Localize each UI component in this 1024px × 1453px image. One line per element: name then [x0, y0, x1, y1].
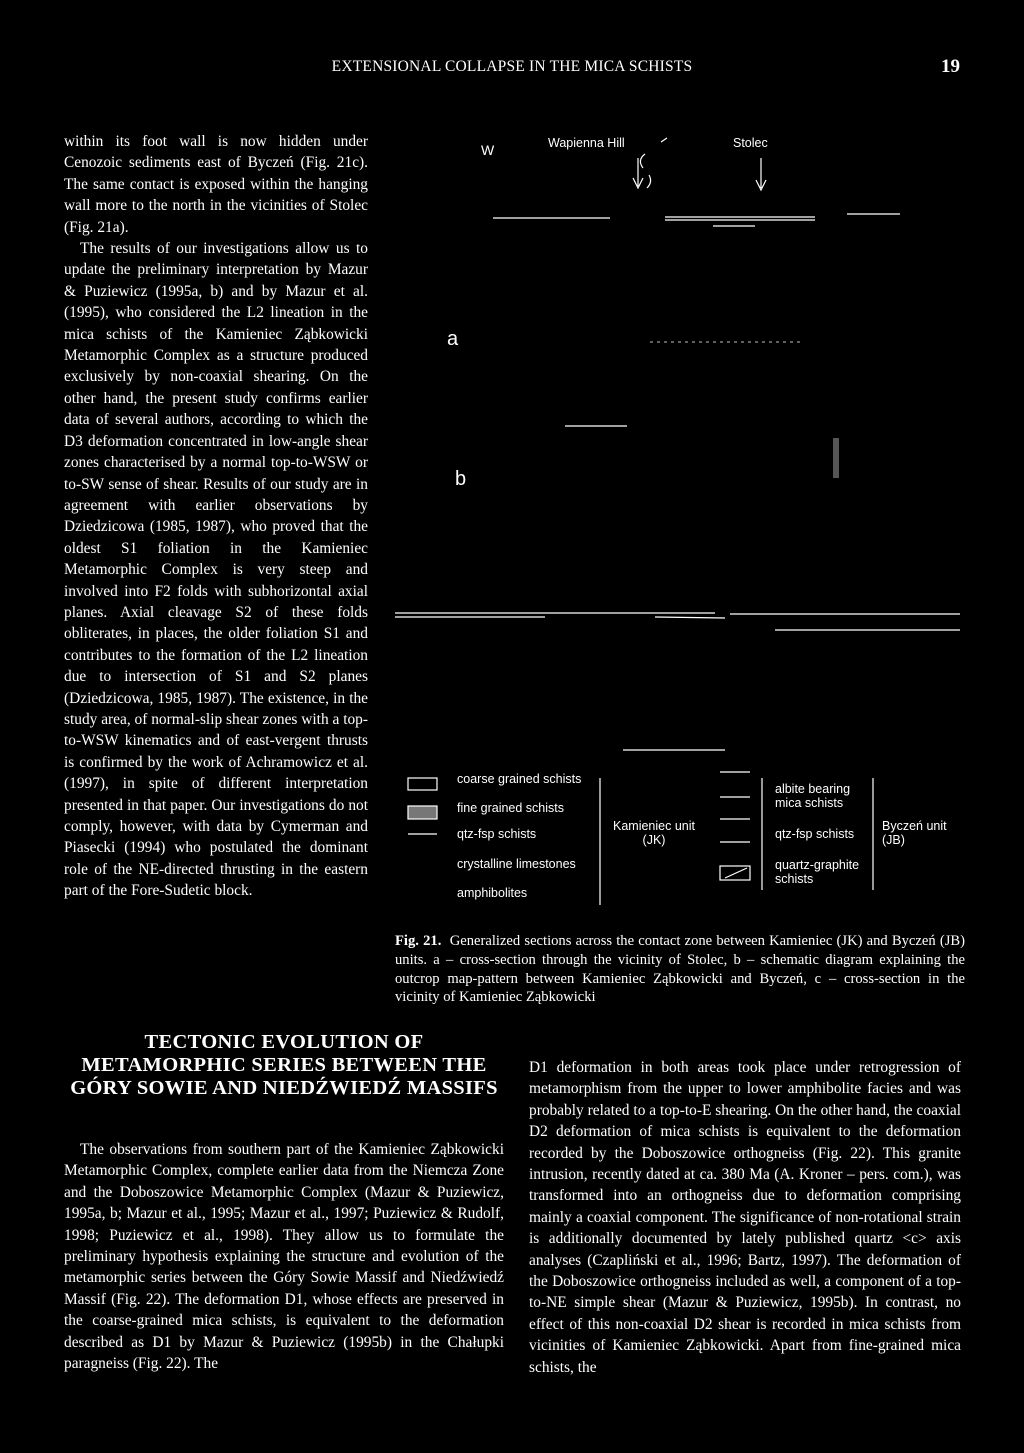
- running-title: EXTENSIONAL COLLAPSE IN THE MICA SCHISTS: [331, 58, 693, 75]
- left-paragraph-1: within its foot wall is now hidden under Cenozoic sediments east of Byczeń (Fig. 21c). The same contact is exposed within the hanging wall more to the north in the vicinities of Stolec (Fig. 21a).: [64, 133, 368, 236]
- bottom-right-paragraph: D1 deformation in both areas took place under retrogression of metamorphism from the upper to lower amphibolite facies and was probably related to a top-to-E shearing. On the other hand, the coaxial D2 deformation of mica schists is equivalent to the deformation recorded by the Doboszowice orthogneiss (Fig. 22). This granite intrusion, recently dated at ca. 380 Ma (A. Kroner – pers. com.), was transformed into an orthogneiss due to deformation comprising mainly a coaxial component. The significance of non-rotational strain is additionally documented by lately published quartz <c> axis analyses (Czapliński et al., 1996; Bartz, 1997). The deformation of the Doboszowice orthogneiss included as well, a component of a top-to-NE simple shear (Mazur & Puziewicz, 1995b). In contrast, no effect of this non-coaxial D2 shear is recorded in mica schists from vicinities of Kamieniec Ząbkowicki. Apart from fine-grained mica schists, the: [529, 1059, 961, 1376]
- section-heading: TECTONIC EVOLUTION OF METAMORPHIC SERIES BETWEEN THE GÓRY SOWIE AND NIEDŹWIEDŹ MASSIFS: [70, 1031, 498, 1099]
- bottom-left-paragraph: The observations from southern part of the Kamieniec Ząbkowicki Metamorphic Complex, complete earlier data from the Niemcza Zone and the Doboszowice Metamorphic Complex (Mazur & Puziewicz, 1995a, b; Mazur et al., 1995; Mazur et al., 1997; Puziewicz & Rudolf, 1998; Puziewicz et al., 1998). They allow us to formulate the preliminary hypothesis explaining the structure and evolution of the metamorphic series between the Góry Sowie Massif and Niedźwiedź Massif (Fig. 22). The deformation D1, whose effects are preserved in the coarse-grained mica schists, is equivalent to the deformation described as D1 by Mazur & Puziewicz (1995b) in the Chałupki paragneiss (Fig. 22). The: [64, 1141, 504, 1373]
- caption-text: Generalized sections across the contact zone between Kamieniec (JK) and Byczeń (JB) units. a – cross-section through the vicinity of Stolec, b – schematic diagram explaining the outcrop map-pattern between Kamieniec Ząbkowicki and Byczeń, c – cross-section in the vicinity of Kamieniec Ząbkowicki: [395, 933, 965, 1006]
- left-column: [64, 131, 368, 902]
- label-wapienna-hill: Wapienna Hill: [548, 136, 625, 150]
- legend-fine: fine grained schists: [457, 801, 565, 815]
- figure-caption: [395, 932, 965, 1007]
- figure-21: [395, 130, 965, 930]
- panel-label-a: a: [447, 328, 459, 350]
- label-stolec: Stolec: [733, 136, 768, 150]
- legend-qtz-fsp-jk: qtz-fsp schists: [457, 827, 537, 841]
- legend-limestones: crystalline limestones: [457, 857, 576, 871]
- page-header: [0, 58, 1024, 82]
- panel-label-b: b: [455, 468, 467, 490]
- legend-quartz-graphite: quartz-graphite schists: [775, 858, 860, 886]
- bottom-right-column: [529, 1057, 961, 1378]
- page-number: 19: [941, 56, 960, 77]
- bottom-left-column: [64, 1139, 504, 1374]
- legend-coarse: coarse grained schists: [457, 772, 582, 786]
- stolec-arrow: [756, 158, 766, 190]
- legend-qtz-fsp-jb: qtz-fsp schists: [775, 827, 855, 841]
- left-paragraph-2: The results of our investigations allow us to update the preliminary interpretation by Mazur & Puziewicz (1995a, b) and by Mazur et al. (1995), who considered the L2 lineation in the mica schists of the Kamieniec Ząbkowicki Metamorphic Complex as a structure produced exclusively by non-coaxial shearing. On the other hand, the present study confirms earlier data of several authors, according to which the D3 deformation concentrated in low-angle shear zones characterised by a normal top-to-WSW or to-SW sense of shear. Results of our study are in agreement with earlier observations by Dziedzicowa (1985, 1987), who proved that the oldest S1 foliation in the Kamieniec Metamorphic Complex is very steep and involved into F2 folds with subhorizontal axial planes. Axial cleavage S2 of these folds obliterates, in places, the older foliation S1 and contributes to the formation of the L2 lineation due to intersection of S1 and S2 planes (Dziedzicowa, 1985, 1987). The existence, in the study area, of normal-slip shear zones with a top-to-WSW kinematics and of east-vergent thrusts is confirmed by the work of Achramowicz et al. (1997), in spite of different interpretation presented in that paper. Our investigations do not comply, however, with data by Cymerman and Piasecki (1994) who postulated the dominant role of the NE-directed thrusting in the eastern part of the Fore-Sudetic block.: [64, 240, 368, 900]
- unit-jk-label: Kamieniec unit (JK): [613, 819, 695, 847]
- caption-label: Fig. 21.: [395, 933, 442, 949]
- label-w: W: [481, 142, 495, 158]
- wapienna-arrow: [633, 158, 643, 188]
- unit-jb-label: Byczeń unit (JB): [882, 819, 947, 847]
- legend-albite: albite bearing mica schists: [775, 782, 851, 810]
- legend-amphibolites: amphibolites: [457, 886, 528, 900]
